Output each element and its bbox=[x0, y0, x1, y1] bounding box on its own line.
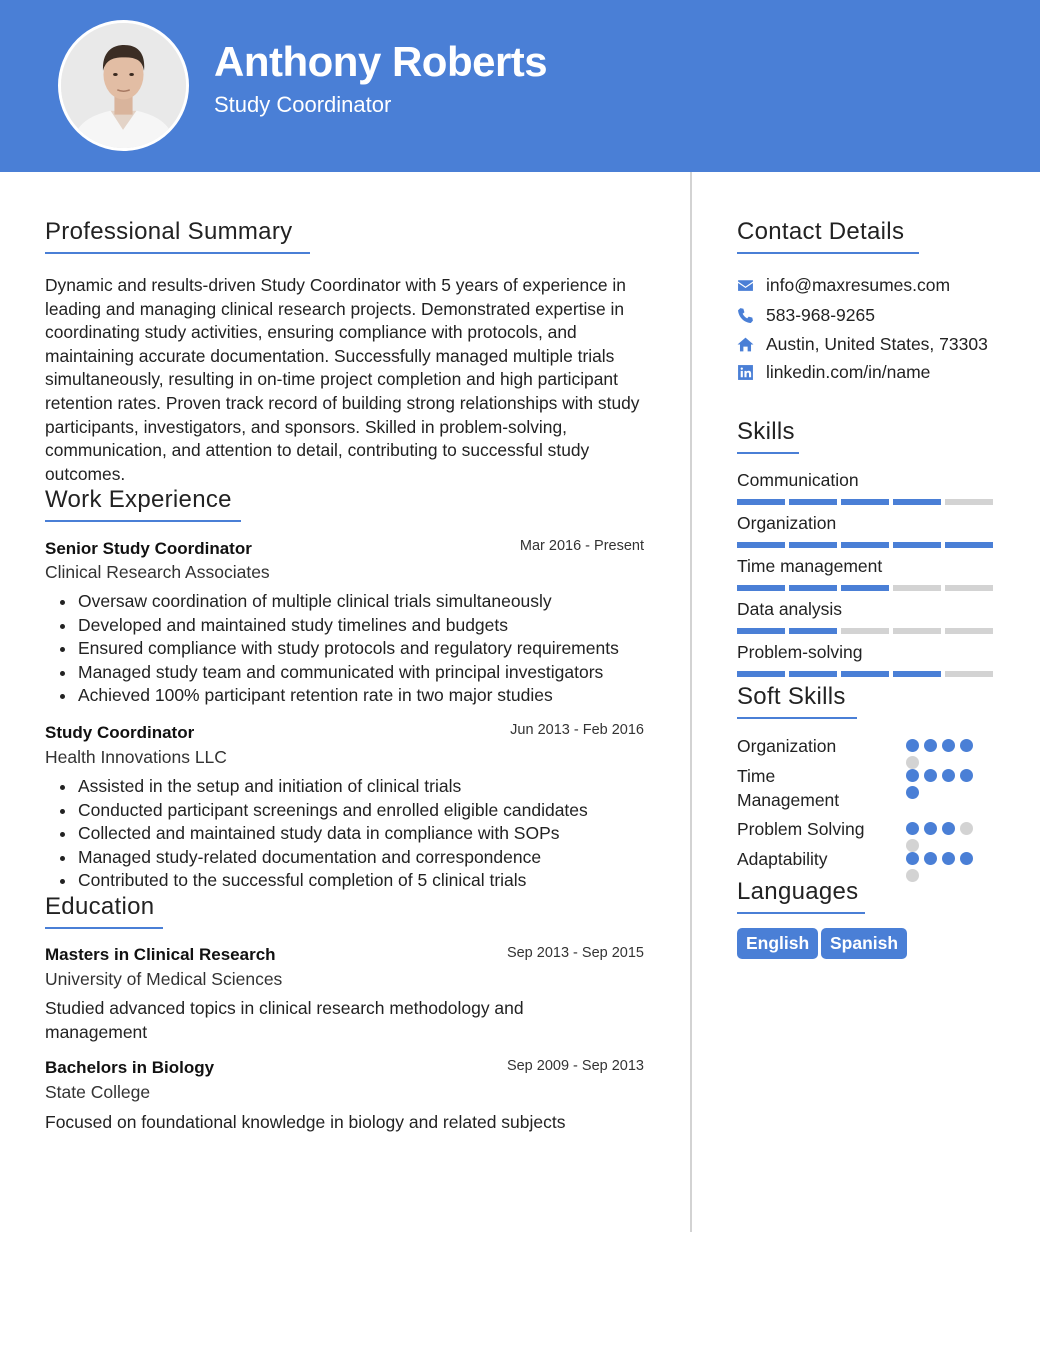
skill-segment-filled bbox=[737, 499, 785, 505]
skill-segment-filled bbox=[789, 499, 837, 505]
rating-dot-filled bbox=[942, 739, 955, 752]
degree-title: Bachelors in Biology bbox=[45, 1058, 215, 1077]
job-company: Clinical Research Associates bbox=[45, 562, 270, 582]
skill-level-bar bbox=[737, 585, 993, 591]
section-title-skills: Skills bbox=[737, 418, 799, 454]
soft-skill-rating bbox=[906, 739, 982, 769]
list-item: Ensured compliance with study protocols and regulatory requirements bbox=[60, 637, 619, 661]
skill-segment-empty bbox=[841, 628, 889, 634]
rating-dot-filled bbox=[924, 852, 937, 865]
skill-segment-filled bbox=[841, 542, 889, 548]
skill-segment-empty bbox=[893, 585, 941, 591]
job-company: Health Innovations LLC bbox=[45, 747, 227, 767]
rating-dot-filled bbox=[906, 822, 919, 835]
resume-header bbox=[0, 0, 1040, 172]
column-divider bbox=[690, 172, 692, 1232]
skill-segment-empty bbox=[945, 499, 993, 505]
profile-photo-icon bbox=[61, 23, 186, 148]
list-item: Managed study team and communicated with principal investigators bbox=[60, 661, 619, 685]
skill-segment-filled bbox=[789, 585, 837, 591]
skill-segment-filled bbox=[841, 671, 889, 677]
skill-level-bar bbox=[737, 671, 993, 677]
soft-skill-name: Problem Solving bbox=[737, 819, 865, 839]
list-item: Collected and maintained study data in compliance with SOPs bbox=[60, 822, 588, 846]
rating-dot-filled bbox=[942, 852, 955, 865]
skill-name: Communication bbox=[737, 470, 859, 490]
language-badge: English bbox=[737, 928, 818, 959]
contact-location-text: Austin, United States, 73303 bbox=[766, 333, 988, 354]
list-item: Oversaw coordination of multiple clinical trials simultaneously bbox=[60, 590, 619, 614]
list-item: Achieved 100% participant retention rate in two major studies bbox=[60, 684, 619, 708]
contact-linkedin[interactable] bbox=[737, 360, 930, 384]
job-date: Jun 2013 - Feb 2016 bbox=[510, 722, 644, 738]
school-name: University of Medical Sciences bbox=[45, 969, 283, 989]
skill-name: Problem-solving bbox=[737, 642, 863, 662]
section-title-experience: Work Experience bbox=[45, 486, 241, 522]
contact-email[interactable] bbox=[737, 273, 950, 297]
rating-dot-empty bbox=[906, 839, 919, 852]
skill-level-bar bbox=[737, 628, 993, 634]
rating-dot-filled bbox=[960, 739, 973, 752]
rating-dot-filled bbox=[942, 769, 955, 782]
contact-linkedin-text: linkedin.com/in/name bbox=[766, 361, 931, 382]
skill-segment-filled bbox=[789, 542, 837, 548]
skill-name: Organization bbox=[737, 513, 837, 533]
section-title-languages: Languages bbox=[737, 878, 865, 914]
skill-segment-filled bbox=[737, 628, 785, 634]
soft-skill-name: Time Management bbox=[737, 766, 840, 810]
rating-dot-filled bbox=[906, 769, 919, 782]
skill-segment-filled bbox=[893, 671, 941, 677]
skill-segment-filled bbox=[789, 628, 837, 634]
rating-dot-filled bbox=[906, 786, 919, 799]
contact-email-text: info@maxresumes.com bbox=[766, 274, 951, 295]
list-item: Assisted in the setup and initiation of clinical trials bbox=[60, 775, 588, 799]
phone-icon bbox=[737, 307, 754, 324]
soft-skill-rating bbox=[906, 852, 982, 882]
list-item: Developed and maintained study timelines and budgets bbox=[60, 614, 619, 638]
profile-photo bbox=[58, 20, 189, 151]
skill-segment-filled bbox=[789, 671, 837, 677]
section-title-summary: Professional Summary bbox=[45, 218, 310, 254]
skill-segment-filled bbox=[841, 585, 889, 591]
education-date: Sep 2009 - Sep 2013 bbox=[506, 1058, 644, 1074]
skill-name: Time management bbox=[737, 556, 883, 576]
rating-dot-filled bbox=[906, 739, 919, 752]
skill-level-bar bbox=[737, 499, 993, 505]
skill-segment-empty bbox=[893, 628, 941, 634]
section-title-contact: Contact Details bbox=[737, 218, 919, 254]
education-description: Focused on foundational knowledge in biology and related subjects bbox=[45, 1112, 566, 1132]
job-title: Study Coordinator bbox=[45, 723, 195, 742]
rating-dot-filled bbox=[924, 739, 937, 752]
skill-segment-filled bbox=[737, 585, 785, 591]
job-bullets bbox=[60, 590, 619, 708]
rating-dot-filled bbox=[960, 852, 973, 865]
skill-segment-filled bbox=[945, 542, 993, 548]
education-date: Sep 2013 - Sep 2015 bbox=[506, 945, 644, 961]
skill-level-bar bbox=[737, 542, 993, 548]
candidate-name: Anthony Roberts bbox=[214, 38, 548, 85]
skill-segment-filled bbox=[841, 499, 889, 505]
section-title-education: Education bbox=[45, 893, 163, 929]
rating-dot-filled bbox=[942, 822, 955, 835]
rating-dot-empty bbox=[906, 869, 919, 882]
skill-segment-filled bbox=[737, 542, 785, 548]
degree-title: Masters in Clinical Research bbox=[45, 945, 276, 964]
rating-dot-filled bbox=[906, 852, 919, 865]
home-icon bbox=[737, 336, 754, 353]
skill-segment-filled bbox=[893, 542, 941, 548]
contact-phone-text: 583-968-9265 bbox=[766, 304, 875, 325]
soft-skill-name: Adaptability bbox=[737, 849, 828, 869]
skill-segment-filled bbox=[893, 499, 941, 505]
job-date: Mar 2016 - Present bbox=[519, 538, 644, 554]
language-badge: Spanish bbox=[821, 928, 907, 959]
rating-dot-filled bbox=[924, 822, 937, 835]
soft-skill-rating bbox=[906, 822, 982, 852]
list-item: Managed study-related documentation and correspondence bbox=[60, 846, 588, 870]
rating-dot-empty bbox=[906, 756, 919, 769]
skill-segment-empty bbox=[945, 585, 993, 591]
envelope-icon bbox=[737, 277, 754, 294]
job-bullets bbox=[60, 775, 588, 893]
rating-dot-empty bbox=[960, 822, 973, 835]
skill-segment-filled bbox=[737, 671, 785, 677]
contact-phone[interactable] bbox=[737, 303, 875, 327]
section-title-soft-skills: Soft Skills bbox=[737, 683, 857, 719]
job-title: Senior Study Coordinator bbox=[45, 539, 252, 558]
linkedin-icon bbox=[737, 364, 754, 381]
skill-name: Data analysis bbox=[737, 599, 843, 619]
summary-text: Dynamic and results-driven Study Coordinator with 5 years of experience in leading and managing clinical research projects. Demonstrated expertise in coordinating study activities, ensuring compliance with protocols, and maintaining accurate documentation. Successfully managed multiple trials simultaneously, resulting in on-time project completion and high participant retention rates. Proven track record of building strong relationships with study participants, investigators, and sponsors. Skilled in problem-solving, communication, and attention to detail, contributing to successful study outcomes. bbox=[45, 275, 640, 484]
rating-dot-filled bbox=[924, 769, 937, 782]
list-item: Conducted participant screenings and enrolled eligible candidates bbox=[60, 799, 588, 823]
soft-skill-rating bbox=[906, 769, 982, 799]
list-item: Contributed to the successful completion of 5 clinical trials bbox=[60, 869, 588, 893]
skill-segment-empty bbox=[945, 628, 993, 634]
contact-location bbox=[737, 332, 988, 356]
candidate-title: Study Coordinator bbox=[214, 92, 392, 117]
rating-dot-filled bbox=[960, 769, 973, 782]
soft-skill-name: Organization bbox=[737, 736, 837, 756]
education-description: Studied advanced topics in clinical research methodology and management bbox=[45, 998, 524, 1042]
school-name: State College bbox=[45, 1082, 151, 1102]
skill-segment-empty bbox=[945, 671, 993, 677]
